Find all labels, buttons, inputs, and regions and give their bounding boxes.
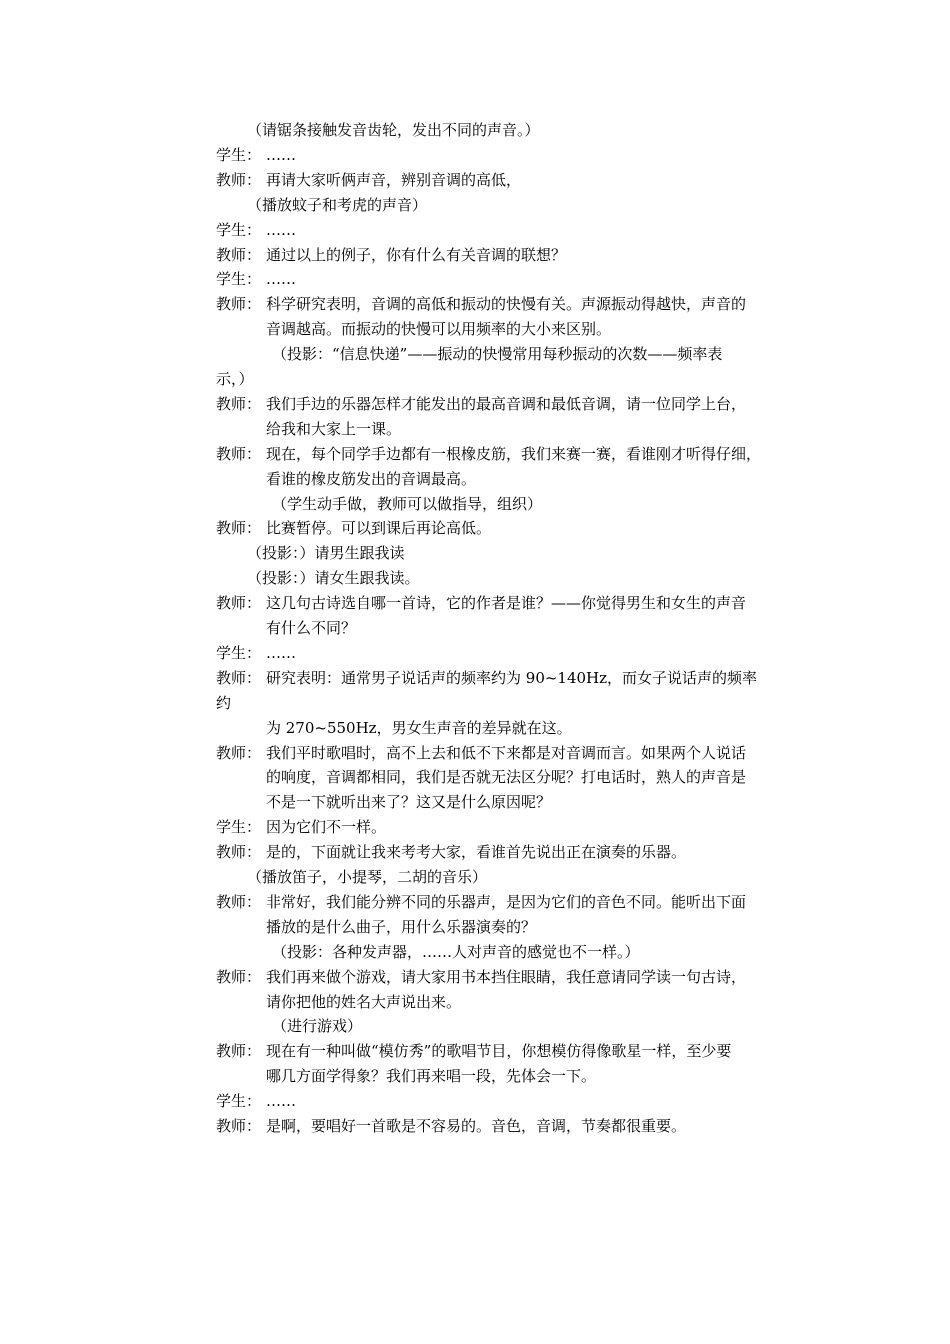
line-text: 非常好，我们能分辨不同的乐器声，是因为它们的音色不同。能听出下面 [266, 892, 747, 911]
speaker-label: 学生： [216, 220, 262, 239]
line-text: 现在，每个同学手边都有一根橡皮筋，我们来赛一赛，看谁刚才听得仔细， [266, 444, 762, 463]
line-text: 有什么不同？ [266, 619, 357, 637]
speaker-label: 教师： [216, 594, 262, 613]
speaker-label: 教师： [216, 1117, 262, 1135]
text-line [0, 168, 950, 193]
text-line [0, 1064, 950, 1089]
stage-direction: （请锯条接触发音齿轮，发出不同的声音。） [247, 121, 540, 139]
text-line [0, 990, 950, 1015]
text-line [0, 591, 950, 616]
text-line [0, 267, 950, 292]
line-text: 是啊，要唱好一首歌是不容易的。音色，音调，节奏都很重要。 [266, 1117, 687, 1135]
speaker-label: 教师： [216, 295, 262, 314]
speaker-label: 学生： [216, 1092, 262, 1111]
text-line [0, 666, 950, 691]
stage-direction: （学生动手做，教师可以做指导，组织） [272, 494, 543, 513]
text-line [0, 765, 950, 790]
speaker-label: 教师： [216, 519, 262, 538]
line-text: 这几句古诗选自哪一首诗，它的作者是谁？——你觉得男生和女生的声音 [266, 594, 747, 613]
stage-direction: （播放笛子，小提琴，二胡的音乐） [247, 868, 488, 886]
text-line [0, 915, 950, 940]
line-text: …… [266, 643, 296, 662]
speaker-label: 教师： [216, 170, 262, 189]
speaker-label: 学生： [216, 270, 262, 289]
line-text: …… [266, 145, 296, 164]
line-text: 的响度，音调都相同，我们是否就无法区分呢？打电话时，熟人的声音是 [266, 768, 747, 787]
stage-direction: （投影：“信息快递”——振动的快慢常用每秒振动的次数——频率表 [272, 345, 723, 364]
text-line [0, 492, 950, 517]
speaker-label: 教师： [216, 843, 262, 862]
line-text: 播放的是什么曲子，用什么乐器演奏的？ [266, 917, 537, 936]
stage-direction: （进行游戏） [272, 1017, 363, 1036]
text-line [0, 541, 950, 566]
text-line [0, 940, 950, 965]
line-text: 研究表明：通常男子说话声的频率约为 90~140Hz，而女子说话声的频率 [266, 668, 758, 687]
line-text: 不是一下就听出来了？这又是什么原因呢？ [266, 793, 552, 812]
speaker-label: 学生： [216, 818, 262, 837]
line-text: 我们手边的乐器怎样才能发出的最高音调和最低音调，请一位同学上台， [266, 394, 747, 413]
stage-direction: （投影：）请男生跟我读 [247, 544, 405, 563]
line-text: 我们再来做个游戏，请大家用书本挡住眼睛，我任意请同学读一句古诗， [266, 967, 747, 986]
line-text: 科学研究表明，音调的高低和振动的快慢有关。声源振动得越快，声音的 [266, 295, 747, 314]
text-line [0, 143, 950, 168]
line-text: 是的，下面就让我来考考大家，看谁首先说出正在演奏的乐器。 [266, 843, 687, 862]
line-text: 音调越高。而振动的快慢可以用频率的大小来区别。 [266, 320, 612, 339]
line-text: 示，） [216, 370, 254, 388]
text-line [0, 243, 950, 268]
line-text: 比赛暂停。可以到课后再论高低。 [266, 519, 492, 538]
speaker-label: 教师： [216, 444, 262, 463]
text-line [0, 292, 950, 317]
line-text: 看谁的橡皮筋发出的音调最高。 [266, 469, 477, 488]
line-text: 哪几方面学得象？我们再来唱一段，先体会一下。 [266, 1067, 597, 1086]
speaker-label: 教师： [216, 967, 262, 986]
text-line [0, 716, 950, 741]
text-line [0, 641, 950, 666]
speaker-label: 学生： [216, 145, 262, 164]
line-text: 通过以上的例子，你有什么有关音调的联想？ [266, 245, 567, 264]
text-line [0, 1039, 950, 1064]
text-line [0, 516, 950, 541]
line-text: 给我和大家上一课。 [266, 419, 402, 438]
text-line [0, 392, 950, 417]
speaker-label: 教师： [216, 1042, 262, 1061]
text-line [0, 840, 950, 865]
line-text: …… [266, 220, 296, 239]
text-line [0, 790, 950, 815]
text-line [0, 467, 950, 492]
line-text: 为 270~550Hz，男女生声音的差异就在这。 [266, 718, 572, 737]
text-line [0, 890, 950, 915]
text-line [0, 691, 950, 716]
speaker-label: 教师： [216, 668, 262, 687]
line-text: …… [266, 270, 296, 289]
text-line [0, 965, 950, 990]
text-line [0, 118, 950, 143]
text-line [0, 815, 950, 840]
stage-direction: （投影：）请女生跟我读。 [247, 569, 420, 588]
speaker-label: 教师： [216, 743, 262, 762]
line-text: 约 [216, 693, 232, 712]
text-line [0, 442, 950, 467]
line-text: 现在有一种叫做“模仿秀”的歌唱节目，你想模仿得像歌星一样，至少要 [266, 1042, 732, 1061]
line-text: …… [266, 1092, 296, 1111]
text-line [0, 1114, 950, 1139]
text-line [0, 1014, 950, 1039]
line-text: 再请大家听俩声音，辨别音调的高低， [266, 170, 522, 189]
stage-direction: （播放蚊子和考虎的声音） [247, 195, 428, 214]
speaker-label: 教师： [216, 245, 262, 264]
text-line [0, 616, 950, 641]
text-line [0, 342, 950, 367]
text-line [0, 1089, 950, 1114]
text-line [0, 317, 950, 342]
speaker-label: 教师： [216, 892, 262, 911]
text-line [0, 367, 950, 392]
text-line [0, 193, 950, 218]
text-line [0, 566, 950, 591]
text-line [0, 417, 950, 442]
stage-direction: （投影：各种发声器，……人对声音的感觉也不一样。） [272, 942, 640, 961]
line-text: 我们平时歌唱时，高不上去和低不下来都是对音调而言。如果两个人说话 [266, 743, 747, 762]
line-text: 因为它们不一样。 [266, 818, 387, 837]
speaker-label: 教师： [216, 394, 262, 413]
line-text: 请你把他的姓名大声说出来。 [266, 992, 462, 1011]
text-line [0, 865, 950, 890]
text-line [0, 218, 950, 243]
speaker-label: 学生： [216, 643, 262, 662]
text-line [0, 741, 950, 766]
